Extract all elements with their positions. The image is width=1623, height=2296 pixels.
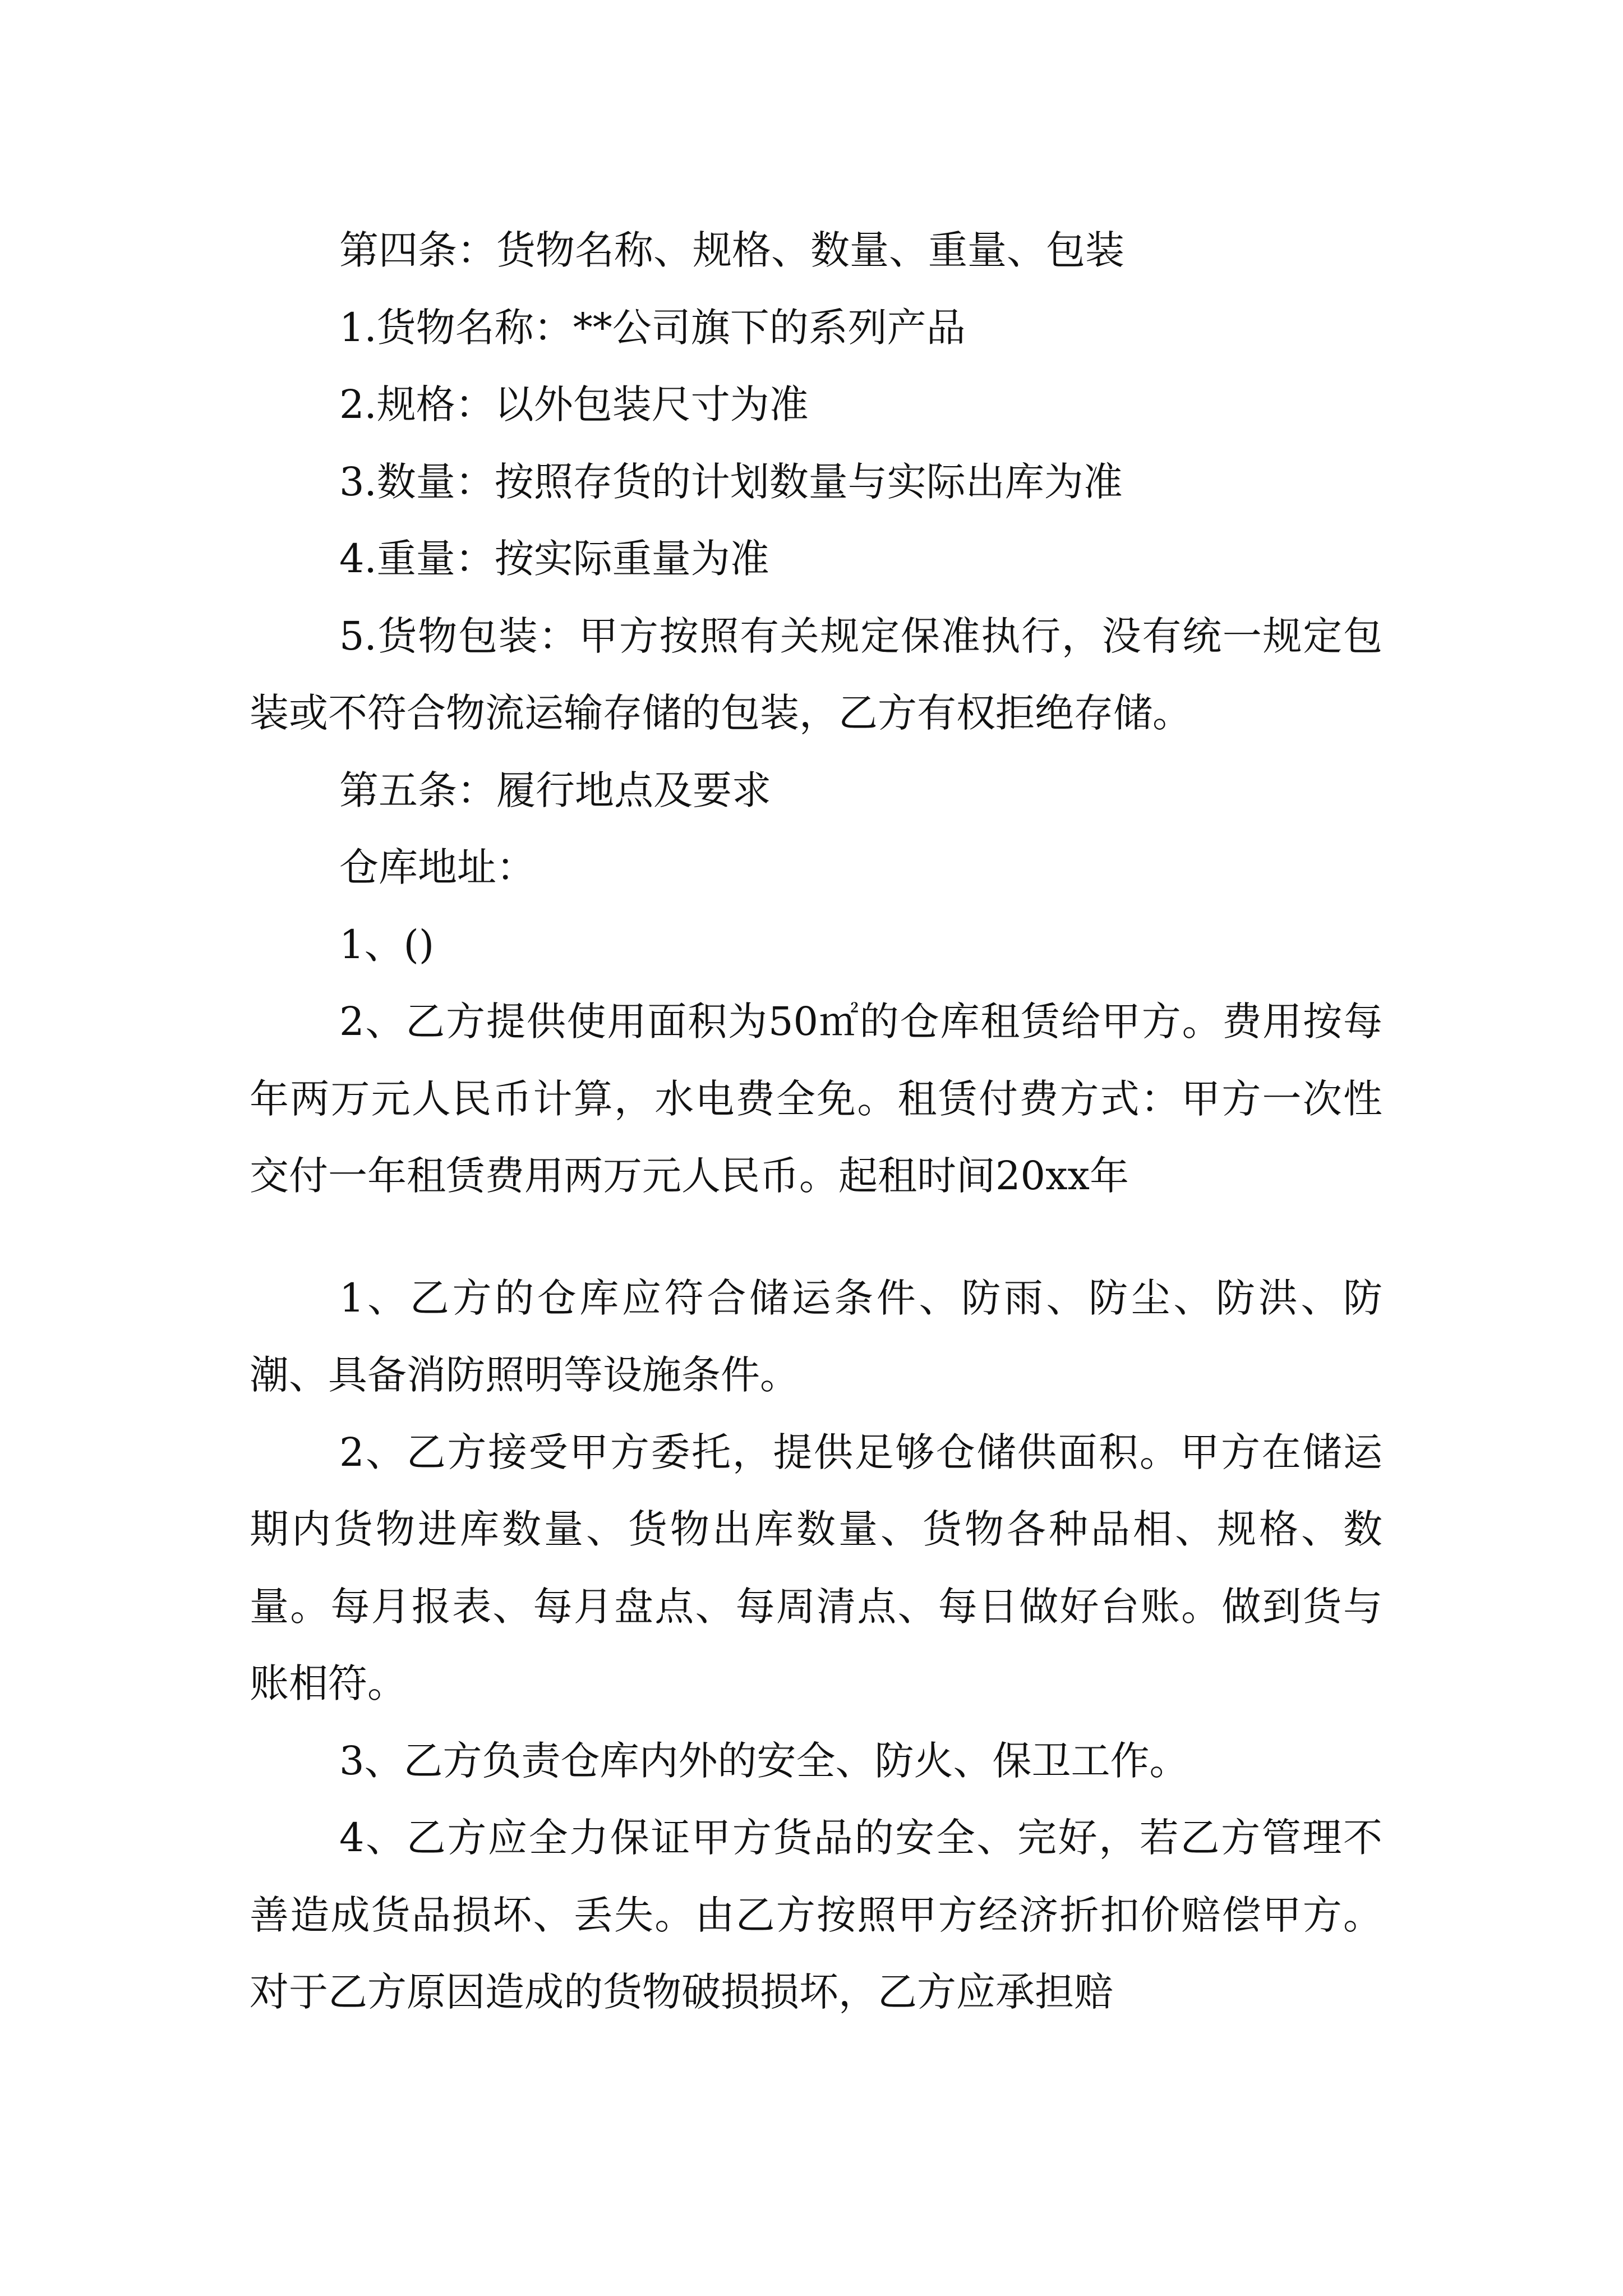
- lease-terms-paragraph: 2、乙方提供使用面积为50㎡的仓库租赁给甲方。费用按每年两万元人民币计算，水电费全免。租赁付费方式：甲方一次性交付一年租赁费用两万元人民币。起租时间20xx年: [250, 999, 1382, 1199]
- address-item-1: 1、(): [339, 921, 435, 968]
- weight-item: 4.重量：按实际重量为准: [339, 536, 769, 582]
- requirement-item-2: 2、乙方接受甲方委托，提供足够仓储供面积。甲方在储运期内货物进库数量、货物出库数量、货物各种品相、规格、数量。每月报表、每月盘点、每周清点、每日做好台账。做到货与账相符。: [250, 1429, 1382, 1706]
- requirement-item-3: 3、乙方负责仓库内外的安全、防火、保卫工作。: [339, 1737, 1189, 1784]
- quantity-item: 3.数量：按照存货的计划数量与实际出库为准: [339, 458, 1123, 505]
- packaging-item: 5.货物包装：甲方按照有关规定保准执行，没有统一规定包装或不符合物流运输存储的包装，乙方有权拒绝存储。: [250, 613, 1382, 736]
- warehouse-address-label: 仓库地址：: [339, 844, 536, 890]
- goods-name-item: 1.货物名称：**公司旗下的系列产品: [339, 304, 966, 351]
- requirement-item-4: 4、乙方应全力保证甲方货品的安全、完好，若乙方管理不善造成货品损坏、丢失。由乙方按照甲方经济折扣价赔偿甲方。对于乙方原因造成的货物破损损坏，乙方应承担赔: [250, 1815, 1382, 2015]
- specification-item: 2.规格：以外包装尺寸为准: [339, 381, 809, 427]
- clause-four-heading: 第四条：货物名称、规格、数量、重量、包装: [339, 227, 1124, 273]
- clause-five-heading: 第五条：履行地点及要求: [339, 767, 771, 813]
- document-body: [250, 212, 1382, 2031]
- requirement-item-1: 1、乙方的仓库应符合储运条件、防雨、防尘、防洪、防潮、具备消防照明等设施条件。: [250, 1274, 1382, 1398]
